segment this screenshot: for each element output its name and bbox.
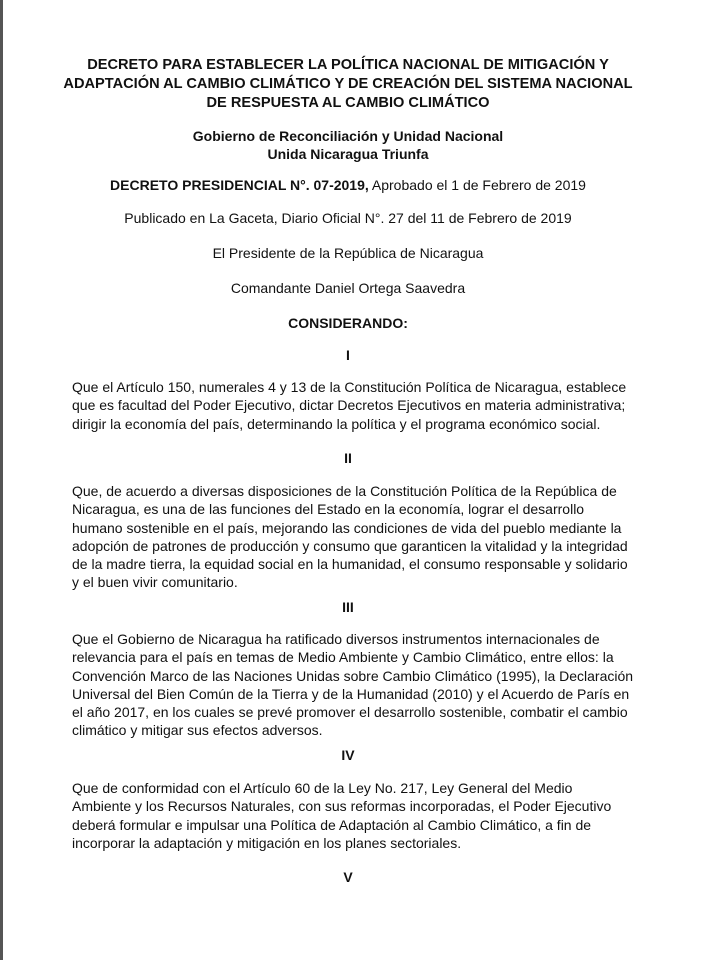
paragraph-line: de la madre tierra, la equidad social en la humanidad, el consumo responsable y solidario [72, 556, 628, 573]
paragraph-line: Que el Artículo 150, numerales 4 y 13 de la Constitución Política de Nicaragua, establece [72, 379, 627, 395]
government-heading [28, 127, 668, 163]
section-numeral-i: I [346, 347, 350, 363]
paragraph-line: Que, de acuerdo a diversas disposiciones de la Constitución Política de la República de [72, 483, 617, 499]
paragraph-line: deberá formular e impulsar una Política de Adaptación al Cambio Climático, a fin de [72, 816, 592, 833]
paragraph-line: dirigir la economía del país, determinando la política y el programa económico social. [72, 415, 601, 432]
paragraph-line: Ambiente y los Recursos Naturales, con sus reformas incorporadas, el Poder Ejecutivo [72, 798, 612, 815]
paragraph-line: Que de conformidad con el Artículo 60 de la Ley No. 217, Ley General del Medio [72, 780, 573, 796]
paragraph-line: y el buen vivir comunitario. [72, 574, 238, 591]
paragraph-line: el año 2017, en los cuales se prevé promover el desarrollo sostenible, combatir el cambio [72, 704, 628, 721]
decree-number-line [28, 176, 668, 194]
title-line: ADAPTACIÓN AL CAMBIO CLIMÁTICO Y DE CREACIÓN DEL SISTEMA NACIONAL [63, 76, 633, 92]
paragraph-line: climático y mitigar sus efectos adversos. [72, 722, 323, 739]
decree-number: DECRETO PRESIDENCIAL N°. 07-2019, [110, 177, 369, 193]
government-line: Unida Nicaragua Triunfa [267, 146, 429, 162]
president-name: Comandante Daniel Ortega Saavedra [230, 280, 466, 296]
section-numeral-iv: IV [341, 747, 355, 763]
paragraph-line: Que el Gobierno de Nicaragua ha ratificado diversos instrumentos internacionales de [72, 631, 600, 647]
section-paragraph-ii [72, 482, 672, 592]
section-paragraph-i [72, 378, 672, 433]
section-numeral-iii: III [342, 599, 354, 615]
government-line: Gobierno de Reconciliación y Unidad Nacional [192, 128, 504, 144]
section-numeral-v: V [343, 869, 353, 885]
paragraph-line: Nicaragua, es una de las funciones del Estado en la economía, lograr el desarrollo [72, 501, 585, 518]
section-numeral-ii: II [344, 450, 352, 466]
publication-line: Publicado en La Gaceta, Diario Oficial N°. 27 del 11 de Febrero de 2019 [124, 210, 572, 226]
paragraph-line: Convención Marco de las Naciones Unidas sobre Cambio Climático (1995), la Declaración [72, 667, 634, 684]
considerando-heading: CONSIDERANDO: [288, 315, 408, 331]
paragraph-line: Universal del Bien Común de la Tierra y de la Humanidad (2010) y el Acuerdo de París en [72, 685, 630, 702]
paragraph-line: humano sostenible en el país, mejorando las condiciones de vida del pueblo mediante la [72, 519, 622, 536]
paragraph-line: incorporar la adaptación y mitigación en los planes sectoriales. [72, 834, 462, 851]
page-edge [0, 0, 3, 960]
section-paragraph-iv [72, 779, 672, 852]
paragraph-line: relevancia para el país en temas de Medio Ambiente y Cambio Climático, entre ellos: la [72, 649, 614, 666]
decree-title [28, 56, 668, 113]
title-line: DECRETO PARA ESTABLECER LA POLÍTICA NACIONAL DE MITIGACIÓN Y [87, 57, 609, 73]
section-paragraph-iii [72, 630, 672, 740]
title-line: DE RESPUESTA AL CAMBIO CLIMÁTICO [206, 95, 490, 111]
president-title: El Presidente de la República de Nicaragua [212, 245, 484, 261]
paragraph-line: adopción de patrones de producción y consumo que garanticen la vitalidad y la integridad [72, 537, 628, 554]
decree-approval: Aprobado el 1 de Febrero de 2019 [368, 177, 586, 193]
paragraph-line: que es facultad del Poder Ejecutivo, dictar Decretos Ejecutivos en materia administrativa; [72, 397, 626, 414]
